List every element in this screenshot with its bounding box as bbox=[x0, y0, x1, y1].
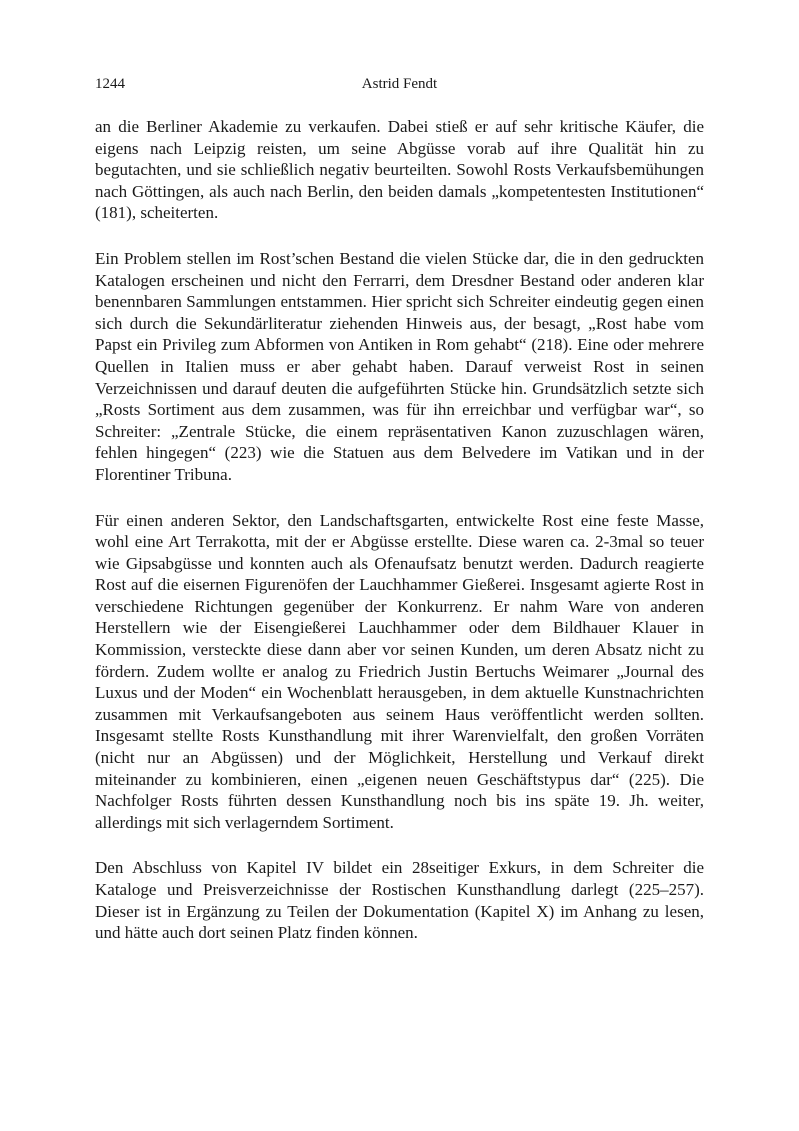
page-number: 1244 bbox=[95, 76, 125, 92]
body-text bbox=[95, 116, 704, 968]
paragraph-4: Den Abschluss von Kapitel IV bildet ein 28seitiger Exkurs, in dem Schreiter die Kataloge und Preisverzeichnisse der Rostischen Kunsthandlung darlegt (225–257). Dieser ist in Ergänzung zu Teilen der Dokumentation (Kapitel X) im Anhang zu lesen, und hätte auch dort seinen Platz finden können. bbox=[95, 858, 704, 943]
running-head bbox=[95, 76, 704, 96]
paragraph-3: Für einen anderen Sektor, den Landschaftsgarten, entwickelte Rost eine feste Masse, wohl eine Art Terrakotta, mit der er Abgüsse erstellte. Diese waren ca. 2-3mal so teuer wie Gipsabgüsse und konnten auch als Ofenaufsatz benutzt werden. Dadurch reagierte Rost auf die eisernen Figurenöfen der Lauchhammer Gießerei. Insgesamt agierte Rost in verschiedene Richtungen gegenüber der Konkurrenz. Er nahm Ware von anderen Herstellern wie der Eisengießerei Lauchhammer oder dem Bildhauer Klauer in Kommission, versteckte diese dann aber vor seinen Kunden, um deren Absatz nicht zu fördern. Zudem wollte er analog zu Friedrich Justin Bertuchs Weimarer „Journal des Luxus und der Moden“ ein Wochenblatt herausgeben, in dem aktuelle Kunstnachrichten zusammen mit Verkaufsangeboten aus seinem Haus veröffentlicht werden sollten. Insgesamt stellte Rosts Kunsthandlung mit ihrer Warenvielfalt, den großen Vorräten (nicht nur an Abgüssen) und der Möglichkeit, Herstellung und Verkauf direkt miteinander zu kombinieren, einen „eigenen neuen Geschäftstypus dar“ (225). Die Nachfolger Rosts führten dessen Kunsthandlung noch bis ins späte 19. Jh. weiter, allerdings mit sich verlagerndem Sortiment. bbox=[95, 510, 704, 832]
paragraph-1: an die Berliner Akademie zu verkaufen. Dabei stieß er auf sehr kritische Käufer, die eigens nach Leipzig reisten, um seine Abgüsse vorab auf ihre Qualität hin zu begutachten, und sie schließlich negativ beurteilten. Sowohl Rosts Verkaufsbemühungen nach Göttingen, als auch nach Berlin, den beiden damals „kompetentesten Institutionen“ (181), scheiterten. bbox=[95, 117, 704, 223]
running-head-author: Astrid Fendt bbox=[361, 76, 438, 92]
paragraph-2: Ein Problem stellen im Rost’schen Bestand die vielen Stücke dar, die in den gedruckten Katalogen erscheinen und nicht den Ferrarri, dem Dresdner Bestand oder anderen klar benennbaren Sammlungen entstammen. Hier spricht sich Schreiter eindeutig gegen einen sich durch die Sekundärliteratur ziehenden Hinweis aus, der besagt, „Rost habe vom Papst ein Privileg zum Abformen von Antiken in Rom gehabt“ (218). Eine oder mehrere Quellen in Italien muss er aber gehabt haben. Darauf verweist Rost in seinen Verzeichnissen und darauf deuten die aufgeführten Stücke hin. Grundsätzlich setzte sich „Rosts Sortiment aus dem zusammen, was für ihn erreichbar und verfügbar war“, so Schreiter: „Zentrale Stücke, die einem repräsentativen Kanon zuzuschlagen wären, fehlen hingegen“ (223) wie die Statuen aus dem Belvedere im Vatikan und in der Florentiner Tribuna. bbox=[95, 248, 704, 484]
